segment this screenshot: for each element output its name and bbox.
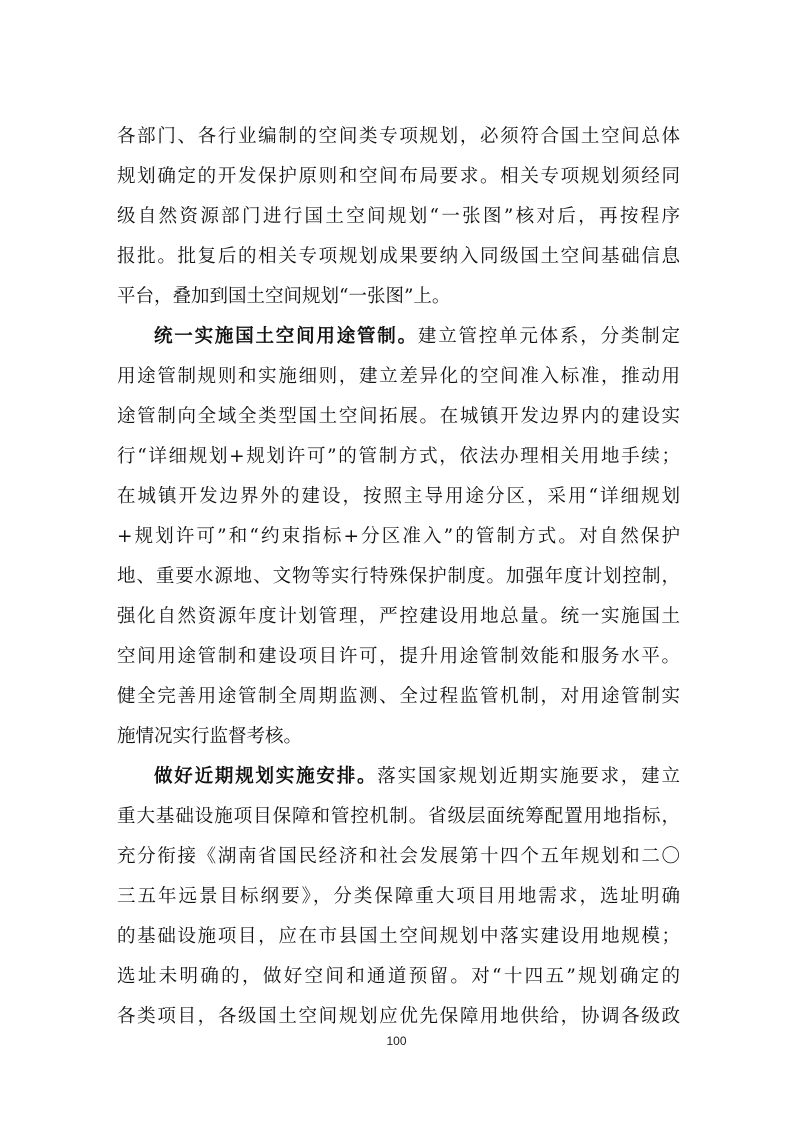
paragraph-line: 平台，叠加到国土空间规划“一张图”上。	[117, 286, 451, 307]
body-text	[117, 117, 680, 1037]
paragraph-line: 地、重要水源地、文物等实行特殊保护制度。加强年度计划控制，	[117, 566, 680, 587]
paragraph-line: 各类项目，各级国土空间规划应优先保障用地供给，协调各级政	[117, 1006, 680, 1027]
paragraph-first-line	[117, 317, 680, 357]
paragraph-line: 充分衔接《湖南省国民经济和社会发展第十四个五年规划和二〇	[117, 846, 680, 867]
paragraph-first-line	[117, 757, 680, 797]
page-number: 100	[386, 1034, 407, 1048]
paragraph-near-term-arrangement	[117, 757, 680, 1037]
paragraph-line: 规划确定的开发保护原则和空间布局要求。相关专项规划须经同	[117, 166, 680, 187]
paragraph-line: 健全完善用途管制全周期监测、全过程监管机制，对用途管制实	[117, 686, 680, 707]
paragraph-line: 三五年远景目标纲要》，分类保障重大项目用地需求，选址明确	[117, 886, 680, 907]
paragraph-line: 的基础设施项目，应在市县国土空间规划中落实建设用地规模；	[117, 926, 680, 947]
paragraph-first-line-text: 落实国家规划近期实施要求，建立	[377, 766, 680, 787]
paragraph-line: 级自然资源部门进行国土空间规划“一张图”核对后，再按程序	[117, 206, 680, 227]
paragraph-line: 途管制向全域全类型国土空间拓展。在城镇开发边界内的建设实	[117, 406, 680, 427]
paragraph-line: 在城镇开发边界外的建设，按照主导用途分区，采用“详细规划	[117, 486, 680, 507]
section-heading-land-use-control: 统一实施国土空间用途管制。	[154, 326, 418, 347]
paragraph-first-line-text: 建立管控单元体系，分类制定	[417, 326, 680, 347]
paragraph-line: 行“详细规划+规划许可”的管制方式，依法办理相关用地手续；	[117, 446, 680, 467]
paragraph-line: 重大基础设施项目保障和管控机制。省级层面统筹配置用地指标，	[117, 806, 680, 827]
paragraph-line: 施情况实行监督考核。	[117, 726, 303, 747]
section-heading-near-term-arrangement: 做好近期规划实施安排。	[154, 766, 378, 787]
paragraph-line: 强化自然资源年度计划管理，严控建设用地总量。统一实施国土	[117, 606, 680, 627]
paragraph-line: 报批。批复后的相关专项规划成果要纳入同级国土空间基础信息	[117, 246, 680, 267]
paragraph-land-use-control	[117, 317, 680, 757]
paragraph-spatial-planning-compliance	[117, 117, 680, 317]
paragraph-line: 空间用途管制和建设项目许可，提升用途管制效能和服务水平。	[117, 646, 680, 667]
paragraph-line: 各部门、各行业编制的空间类专项规划，必须符合国土空间总体	[117, 126, 680, 147]
paragraph-line: 选址未明确的，做好空间和通道预留。对“十四五”规划确定的	[117, 966, 680, 987]
paragraph-line: 用途管制规则和实施细则，建立差异化的空间准入标准，推动用	[117, 366, 680, 387]
paragraph-line: +规划许可”和“约束指标+分区准入”的管制方式。对自然保护	[117, 526, 680, 547]
